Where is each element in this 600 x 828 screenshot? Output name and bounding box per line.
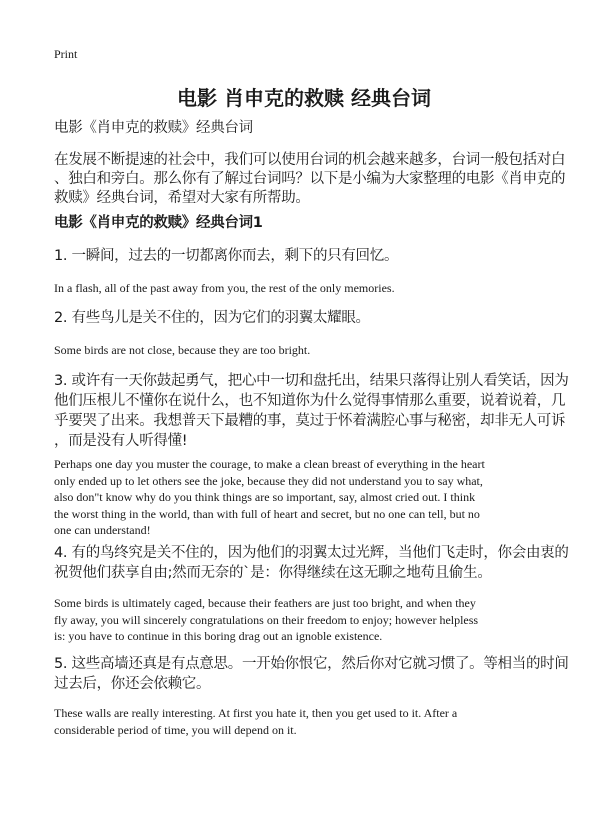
en-line: These walls are really interesting. At first you hate it, then you get used to it. After a xyxy=(54,706,458,720)
en-line: Some birds are not close, because they are too bright. xyxy=(54,343,311,357)
en-line: Some birds is ultimately caged, because their feathers are just too bright, and when they xyxy=(54,596,476,610)
zh-line: 3. 或许有一天你鼓起勇气，把心中一切和盘托出，结果只落得让别人看笑话，因为 xyxy=(54,373,569,389)
zh-line: 5. 这些高墙还真是有点意思。一开始你恨它，然后你对它就习惯了。等相当的时间 xyxy=(54,656,569,672)
intro-line: 在发展不断提速的社会中，我们可以使用台词的机会越来越多，台词一般包括对白 xyxy=(54,152,566,168)
en-line: In a flash, all of the past away from you, the rest of the only memories. xyxy=(54,281,395,295)
zh-line: ，而是没有人听得懂! xyxy=(54,433,188,449)
en-line: Perhaps one day you muster the courage, to make a clean breast of everything in the heart xyxy=(54,457,485,471)
en-line: is: you have to continue in this boring drag out an ignoble existence. xyxy=(54,629,383,643)
quote-5-zh xyxy=(54,654,569,694)
zh-line: 1. 一瞬间，过去的一切都离你而去，剩下的只有回忆。 xyxy=(54,248,399,264)
print-link[interactable]: Print xyxy=(54,47,78,61)
quote-3-zh xyxy=(54,371,569,451)
en-line: also don"t know why do you think things are so important, say, almost cried out. I think xyxy=(54,490,476,504)
intro-paragraph xyxy=(54,151,565,208)
zh-line: 乎要哭了出来。我想普天下最糟的事，莫过于怀着满腔心事与秘密，却非无人可诉 xyxy=(54,413,566,429)
quote-2-zh xyxy=(54,309,370,328)
zh-line: 2. 有些鸟儿是关不住的，因为它们的羽翼太耀眼。 xyxy=(54,310,370,326)
quote-5-en xyxy=(54,705,457,738)
zh-line: 祝贺他们获享自由;然而无奈的`是：你得继续在这无聊之地苟且偷生。 xyxy=(54,565,492,581)
intro-line: 救赎》经典台词，希望对大家有所帮助。 xyxy=(54,190,310,206)
quote-3-en xyxy=(54,456,485,539)
en-line: one can understand! xyxy=(54,523,151,537)
zh-line: 他们压根儿不懂你在说什么，也不知道你为什么觉得事情那么重要，说着说着，几 xyxy=(54,393,566,409)
en-line: the worst thing in the world, than with full of heart and secret, but no one can tell, but no xyxy=(54,506,480,521)
zh-line: 过去后，你还会依赖它。 xyxy=(54,676,211,692)
zh-line: 4. 有的鸟终究是关不住的，因为他们的羽翼太过光辉，当他们飞走时，你会由衷的 xyxy=(54,545,569,561)
section-heading: 电影《肖申克的救赎》经典台词1 xyxy=(54,215,263,231)
quote-1-en xyxy=(54,280,395,297)
en-line: considerable period of time, you will depend on it. xyxy=(54,722,297,737)
quote-4-en xyxy=(54,595,478,645)
subtitle: 电影《肖申克的救赎》经典台词 xyxy=(54,120,253,136)
en-line: only ended up to let others see the joke, because they did not understand you to say what, xyxy=(54,473,483,488)
quote-4-zh xyxy=(54,543,569,583)
intro-line: 、独白和旁白。那么你有了解过台词吗？以下是小编为大家整理的电影《肖申克的 xyxy=(54,171,566,187)
quote-2-en xyxy=(54,342,310,359)
page-title: 电影 肖申克的救赎 经典台词 xyxy=(177,86,431,110)
en-line: fly away, you will sincerely congratulations on their freedom to enjoy; however helpless xyxy=(54,612,479,627)
quote-1-zh xyxy=(54,247,398,266)
